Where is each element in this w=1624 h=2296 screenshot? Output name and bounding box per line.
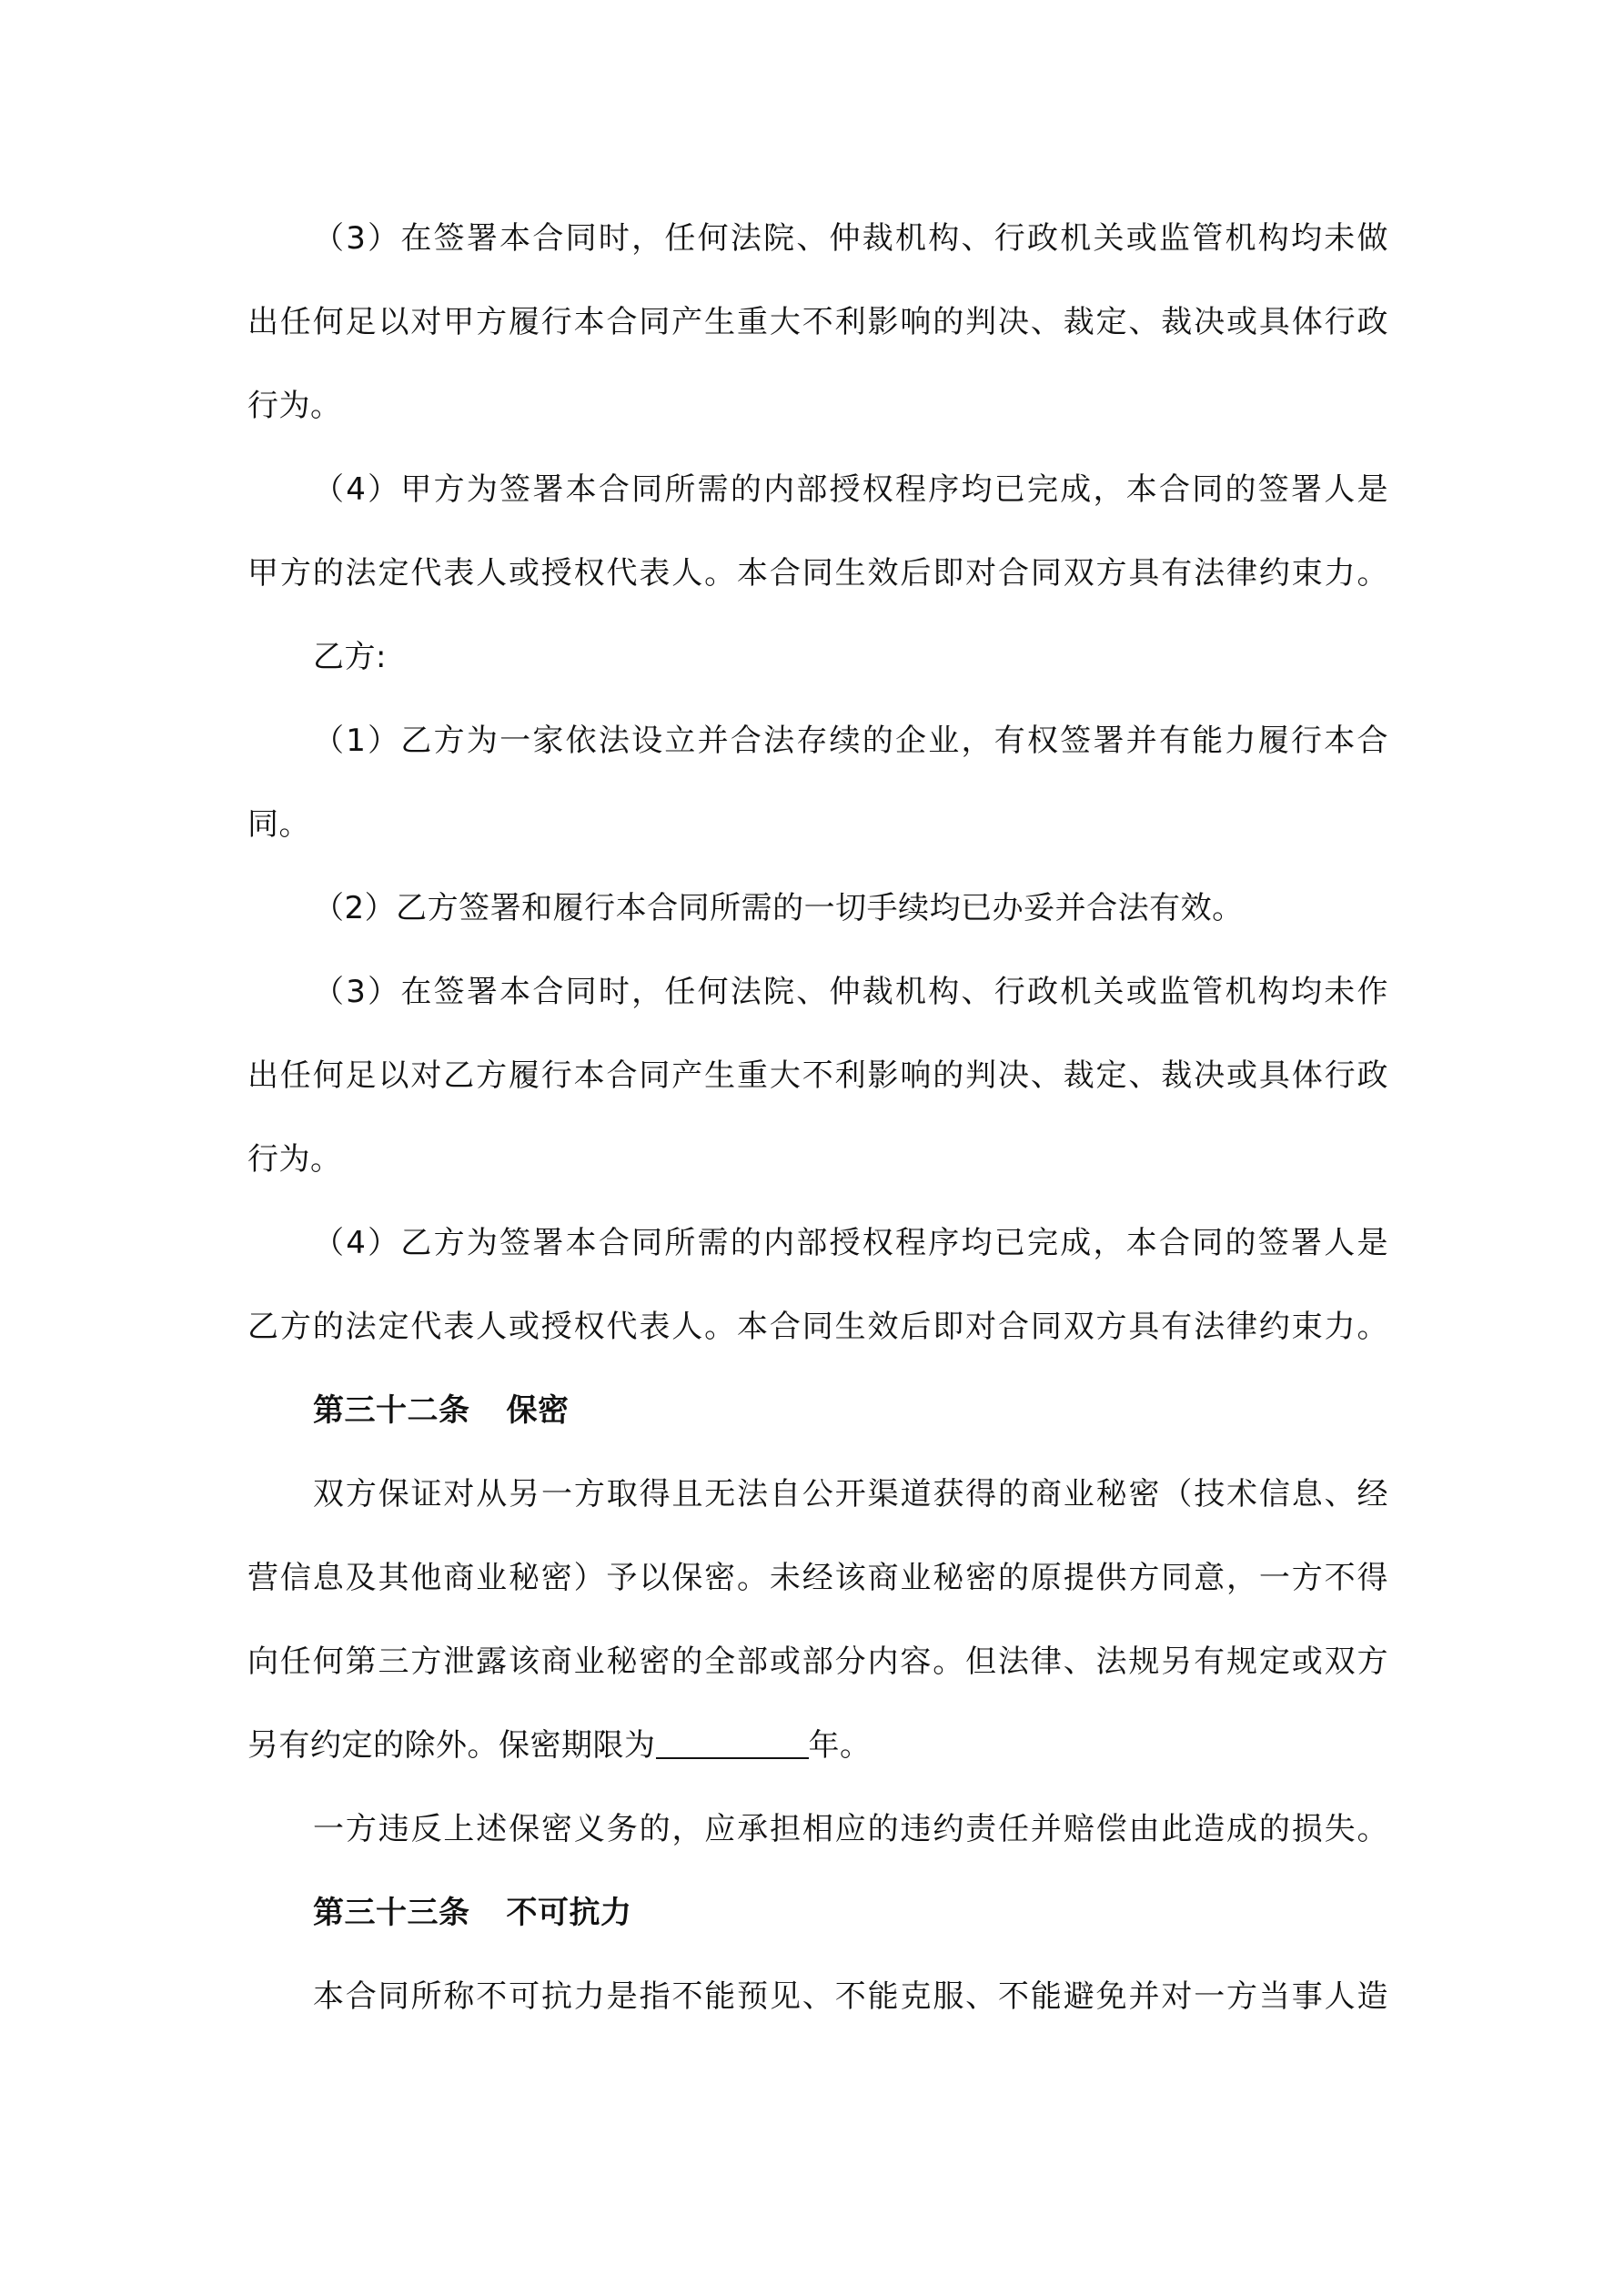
article-32-heading: [313, 1391, 1388, 1431]
party-a-item4-line2: 甲方的法定代表人或授权代表人。本合同生效后即对合同双方具有法律约束力。: [247, 555, 1388, 592]
confidentiality-period-blank: [656, 1726, 809, 1759]
party-a-item3-line2: 出任何足以对甲方履行本合同产生重大不利影响的判决、裁定、裁决或具体行政: [247, 304, 1388, 340]
article-32-number: 第三十二条: [313, 1392, 470, 1429]
article-32-para1-line4-after: 年。: [808, 1727, 872, 1764]
party-b-item4-line1: （4）乙方为签署本合同所需的内部授权程序均已完成，本合同的签署人是: [313, 1225, 1388, 1261]
party-b-item2-line1: （2）乙方签署和履行本合同所需的一切手续均已办妥并合法有效。: [313, 890, 1244, 926]
party-b-item3-line2: 出任何足以对乙方履行本合同产生重大不利影响的判决、裁定、裁决或具体行政: [247, 1057, 1388, 1094]
party-a-item3-line1: （3）在签署本合同时，任何法院、仲裁机构、行政机关或监管机构均未做: [313, 220, 1388, 257]
party-a-item4-line1: （4）甲方为签署本合同所需的内部授权程序均已完成，本合同的签署人是: [313, 471, 1388, 508]
party-b-item1-line2: 同。: [247, 806, 310, 843]
document-page: [247, 0, 1388, 2296]
party-b-item4-line2: 乙方的法定代表人或授权代表人。本合同生效后即对合同双方具有法律约束力。: [247, 1309, 1388, 1345]
article-32-title: 保密: [506, 1392, 570, 1429]
article-33-para1-line1: 本合同所称不可抗力是指不能预见、不能克服、不能避免并对一方当事人造: [313, 1978, 1388, 2015]
party-b-label: 乙方:: [313, 639, 387, 675]
article-32-para1-line4-before: 另有约定的除外。保密期限为: [247, 1727, 656, 1764]
party-a-item3-line3: 行为。: [247, 388, 342, 424]
article-33-heading: [313, 1893, 1388, 1933]
article-32-para1-line3: 向任何第三方泄露该商业秘密的全部或部分内容。但法律、法规另有规定或双方: [247, 1644, 1388, 1680]
article-32-para1-line1: 双方保证对从另一方取得且无法自公开渠道获得的商业秘密（技术信息、经: [313, 1476, 1388, 1512]
party-b-item3-line1: （3）在签署本合同时，任何法院、仲裁机构、行政机关或监管机构均未作: [313, 974, 1388, 1010]
article-33-title: 不可抗力: [506, 1895, 632, 1931]
article-33-number: 第三十三条: [313, 1895, 470, 1931]
article-32-para1-line4: [247, 1725, 1388, 1765]
article-32-para1-line2: 营信息及其他商业秘密）予以保密。未经该商业秘密的原提供方同意，一方不得: [247, 1560, 1388, 1596]
party-b-item1-line1: （1）乙方为一家依法设立并合法存续的企业，有权签署并有能力履行本合: [313, 723, 1388, 759]
article-32-para2-line1: 一方违反上述保密义务的，应承担相应的违约责任并赔偿由此造成的损失。: [313, 1811, 1388, 1847]
party-b-item3-line3: 行为。: [247, 1141, 342, 1178]
